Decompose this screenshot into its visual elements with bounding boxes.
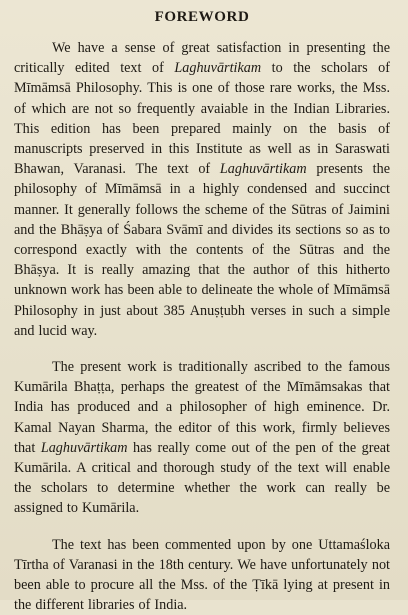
text-span: The text has been commented upon by one Uttamaśloka Tīrtha of Varanasi in the 18th century. We have unfortunately not been able to procure all the Mss. of the Ṭīkā lying at present in the different libraries of India.: [14, 536, 390, 614]
italic-title: Laghuvārtikam: [219, 161, 307, 178]
paragraph-intro: [14, 38, 390, 341]
text-span: We have a sense of great satisfaction in presenting the critically edited text of: [14, 40, 390, 77]
text-span: presents the philosophy of Mīmāmsā in a highly condensed and succinct manner. It generally follows the scheme of the Sūtras of Jaimini and the Bhāṣya of Śabara Svāmī and divides its sections so as to correspond exactly with the contents of the Sūtras and the Bhāṣya. It is really amazing that the author of this hitherto unknown work has been able to delineate the whole of Mīmāmsā Philosophy in just about 385 Anuṣṭubh verses in such a simple and lucid way.: [14, 161, 390, 339]
text-span: The present work is traditionally ascribed to the famous Kumārila Bhaṭṭa, perhaps the greatest of the Mīmāmsakas that India has produced and a philosopher of high eminence. Dr. Kamal Nayan Sharma, the editor of this work, firmly believes that: [14, 359, 390, 456]
text-span: to the scholars of Mīmāmsā Philosophy. This is one of those rare works, the Mss. of which are not so frequently avaiable in the Indian Libraries. This edition has been prepared mainly on the basis of manuscripts preserved in this Institute as well as in Saraswati Bhawan, Varanasi. The text of: [14, 60, 390, 178]
italic-title: Laghuvārtikam: [40, 439, 128, 456]
paragraph-commentary: [14, 535, 390, 615]
italic-title: Laghuvārtikam: [174, 60, 262, 77]
text-span: has really come out of the pen of the great Kumārila. A critical and thorough study of the text will enable the scholars to determine whether the work can really be assigned to Kumārila.: [14, 439, 391, 517]
foreword-heading: FOREWORD: [154, 9, 250, 25]
paragraph-authorship: [14, 357, 390, 519]
